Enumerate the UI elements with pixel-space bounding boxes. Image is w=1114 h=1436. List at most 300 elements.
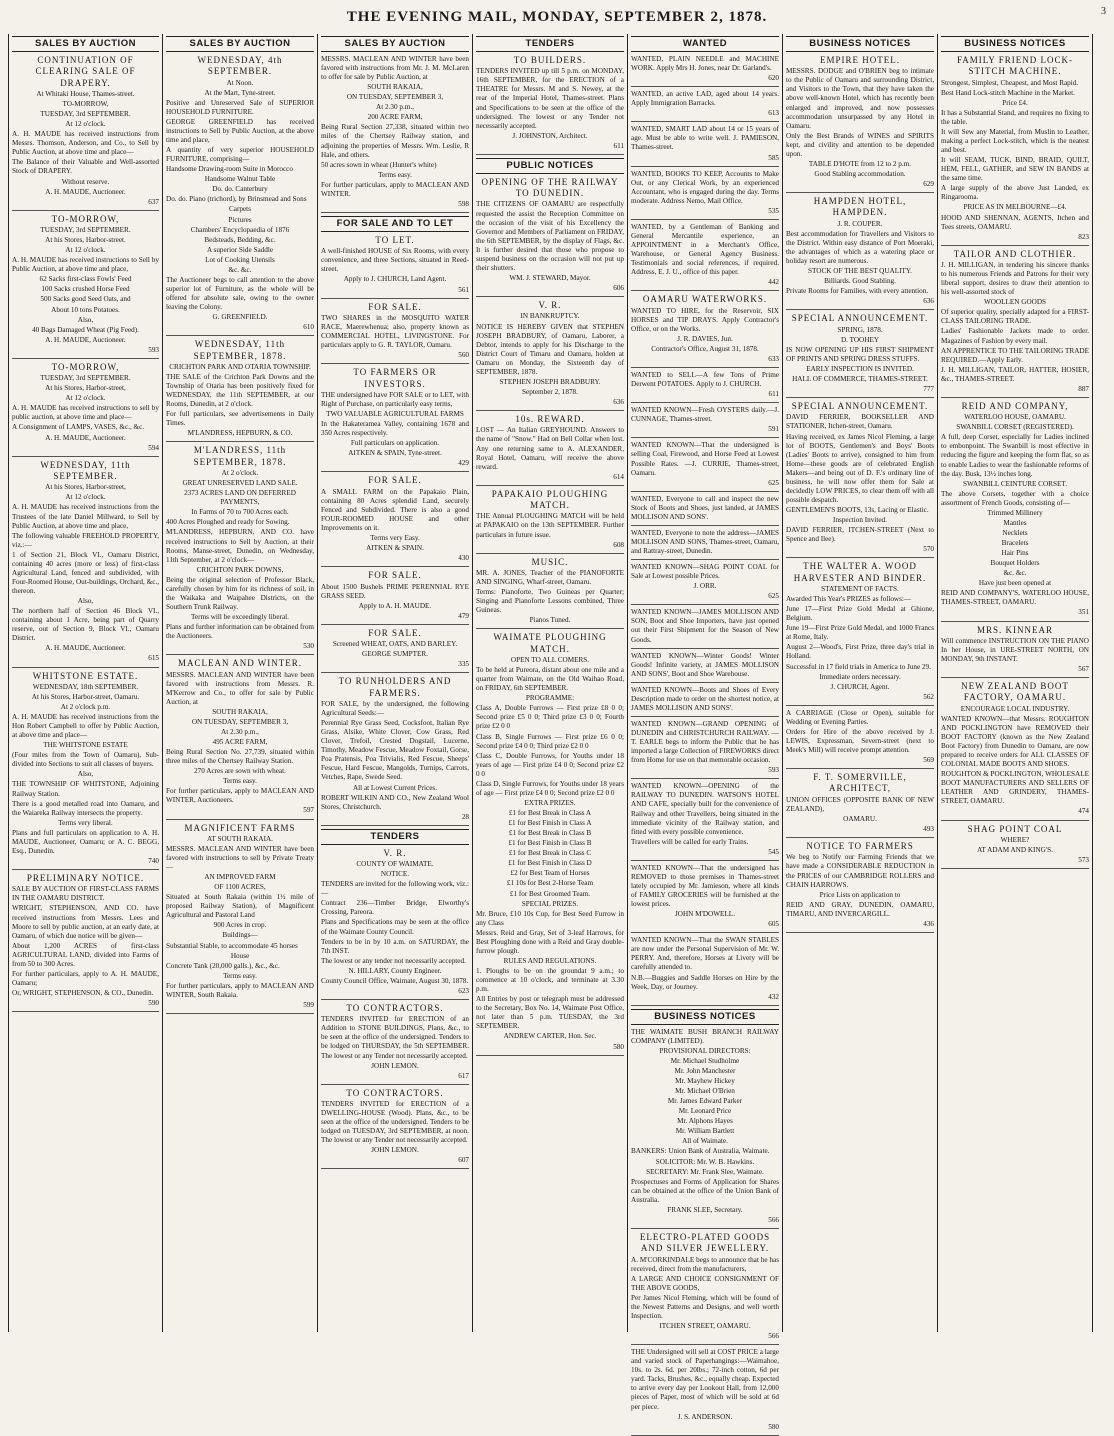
advertisement xyxy=(321,1003,469,1085)
ad-heading: WANTED, SMART LAD about 14 or 15 years of age. Must be able to write well. J. PAMIESON, Thames-street. xyxy=(631,125,779,152)
ad-heading: FOR SALE. xyxy=(368,301,422,312)
ad-line: Carpets xyxy=(229,205,251,214)
ad-line: Of superior quality, specially adapted for a FIRST-CLASS TAILORING TRADE. xyxy=(941,308,1089,326)
ad-heading: EMPIRE HOTEL. xyxy=(820,54,900,65)
ad-line: Class B, Single Furrows — First prize £6 0 0; Second prize £4 0 0; Third prize £2 0 0 xyxy=(476,732,624,750)
advertisement xyxy=(321,475,469,567)
ad-line: TENDERS are invited for the following work, viz.:— xyxy=(321,880,469,898)
ad-line: For further particulars, apply to MACLEAN AND WINTER. xyxy=(321,180,469,198)
ad-line: Without reserve. xyxy=(61,177,110,186)
ad-number: 479 xyxy=(458,611,469,620)
ad-heading: WANTED, PLAIN NEEDLE and MACHINE WORK. Apply Mrs H. Jones, near Dr. Garland's. xyxy=(631,54,779,73)
ad-line: £1 for Best Finish in Class B xyxy=(508,839,592,848)
ad-line: WRIGHT, STEPHENSON, AND CO. have received instructions from Messrs. Lees and Moore to sell by public auction, at an early date, at Oamaru, of which due notice will be given— xyxy=(12,904,159,940)
ad-line: Handsome Walnut Table xyxy=(204,175,276,184)
ad-line: MESSRS. MACLEAN AND WINTER have been favored with instructions to sell by Private Treaty— xyxy=(166,844,314,872)
ad-line: Chambers' Encyclopaedia of 1876 xyxy=(190,225,290,234)
ad-number: 561 xyxy=(458,285,469,294)
ad-heading: WANTED KNOWN—That the undersigned is selling Coal, Firewood, and Horse Feed at Lowest Possible Rates. —J. CURRIE, Thames-street, Oamaru. xyxy=(631,441,779,477)
column-header: SALES BY AUCTION xyxy=(12,36,159,52)
advertisement xyxy=(631,55,779,87)
ad-line: Also, xyxy=(77,597,94,606)
advertisement xyxy=(166,339,314,442)
ad-line: IN BANKRUPTCY. xyxy=(520,312,580,321)
section-header: FOR SALE AND TO LET xyxy=(321,216,469,232)
advertisement xyxy=(12,55,159,211)
ad-line: In the Hakateramea Valley, containing 1678 and 350 Acres respectively. xyxy=(321,420,469,438)
ad-number: 429 xyxy=(458,459,469,468)
column-6 xyxy=(783,34,938,1332)
ad-line: The following valuable FREEHOLD PROPERTY, viz.:— xyxy=(12,531,159,549)
ad-line: PROGRAMME: xyxy=(525,694,575,703)
advertisement xyxy=(786,561,934,705)
column-header: TENDERS xyxy=(476,36,624,52)
ad-line: At 2.30 p.m., xyxy=(221,727,259,736)
ad-heading: FAMILY FRIEND LOCK-STITCH MACHINE. xyxy=(956,54,1074,77)
ad-line: TWO SHARES in the MOSQUITO WATER RACE, Maerewhenua; also, property known as COMMERCIAL HOTEL, LIVINGSTONE. For particulars apply to G. R. TAYLOR, Oamaru. xyxy=(321,313,469,350)
ad-line: 270 Acres are sown with wheat. xyxy=(194,767,286,776)
ad-heading: WANTED, Everyone to note the address—JAMES MOLLISON AND SONS, Thames-street, Oamaru, and Rattray-street, Dunedin. xyxy=(631,528,779,556)
ad-heading: WAIMATE PLOUGHING MATCH. xyxy=(493,632,607,654)
ad-line: A. H. MAUDE has received instructions from Messrs. Thomson, Anderson, and Co., to Sell by Public Auction, at above time and place— xyxy=(12,130,159,157)
ad-line: ROBERT WILKIN AND CO., New Zealand Wool Stores, Christchurch. xyxy=(321,793,469,811)
ad-number: 636 xyxy=(923,297,934,306)
ad-line: CRICHTON PARK DOWNS, xyxy=(196,565,284,574)
ad-line: Apply to J. CHURCH, Land Agent. xyxy=(343,275,447,284)
advertisement xyxy=(631,1232,779,1345)
ad-line: A large supply of the above Just Landed, ex Ringarooma. xyxy=(941,184,1089,202)
ad-heading: WANTED to SELL—A few Tons of Prime Derwent POTATOES. Apply to J. CHURCH. xyxy=(631,371,779,389)
ad-line: Will commence INSTRUCTION ON THE PIANO In her House, in URE-STREET NORTH, ON MONDAY, 9th INSTANT. xyxy=(941,636,1089,663)
ad-line: In Farms of 70 to 700 Acres each. xyxy=(191,508,289,517)
advertisement xyxy=(631,294,779,368)
masthead xyxy=(0,0,1114,34)
ad-heading: WANTED KNOWN—GRAND OPENING of DUNEDIN and CHRISTCHURCH RAILWAY. — T. EARLE begs to inform the Public that he has imported a large Collection of FIREWORKS direct from Home for use on that memorable occasion. xyxy=(631,719,779,765)
ad-number: 629 xyxy=(923,180,934,189)
ad-line: Perennial Rye Grass Seed, Cocksfoot, Italian Rye Grass, Alsike, White Clover, Cow Grass, Red Clover, Trefoil, Crested Dogstail, Lucerne, Timothy, Meadow Fescue, Meadow Foxtail, Gorse, Poa Pratensis, Poa Trivialis, Red Fescue, Sheeps' Fescue, Hard Fescue, Mangolds, Turnips, Carrots, Vetches, Rape, Swede Seed. xyxy=(321,719,469,782)
ad-line: AITKEN & SPAIN. xyxy=(366,544,424,553)
ad-heading: SPECIAL ANNOUNCEMENT. xyxy=(791,313,929,324)
ad-line: ON TUESDAY, SEPTEMBER 3, xyxy=(346,93,444,102)
ad-line: Mantles xyxy=(1003,518,1027,527)
ad-number: 636 xyxy=(613,398,624,406)
ad-line: LOST — An Italian GREYHOUND. Answers to the name of "Snow." Had on Bell Collar when lost. Any one returning same to A. ALEXANDER, Royal Hotel, Oamaru, will receive the above reward. xyxy=(476,426,624,471)
ad-line: SALE BY AUCTION OF FIRST-CLASS FARMS IN THE OAMARU DISTRICT. xyxy=(12,885,159,903)
ad-line: Immediate orders necessary. xyxy=(819,672,901,681)
ad-line: AN IMPROVED FARM xyxy=(204,873,276,882)
ad-heading: 10s. REWARD. xyxy=(515,414,585,425)
advertisement xyxy=(941,625,1089,679)
ad-line: At his Stores, Harbor-street. xyxy=(45,236,126,245)
ad-line: AN APPRENTICE TO THE TAILORING TRADE REQUIRED.—Apply Early. xyxy=(941,346,1089,364)
ad-line: WM. J. STEWARD, Mayor. xyxy=(509,273,591,282)
ad-number: 432 xyxy=(768,992,779,1001)
ad-line: &c. &c. xyxy=(1003,569,1027,578)
ad-line: ENCOURAGE LOCAL INDUSTRY. xyxy=(960,704,1070,713)
ad-line: Price Lists on application to xyxy=(819,890,901,899)
ad-line: MR. A. JONES, Teacher of the PIANOFORTE AND SINGING, Wharf-street, Oamaru. xyxy=(476,569,624,587)
ad-line: TO-MORROW, xyxy=(62,100,109,109)
advertisement xyxy=(941,681,1089,820)
ad-line: J. H. MILLIGAN, in tendering his sincere thanks to his numerous Friends and Patrons for their very liberal support, desires to draw their attention to his well-assorted stock of xyxy=(941,261,1089,297)
ad-line: Substantial Stable, to accommodate 45 horses xyxy=(166,941,298,950)
ad-line: 1 of Section 21, Block VI., Oamaru District, containing 40 acres (more or less) of first-class Agricultural Land, fenced and subdivided, with Four-Roomed House, Out-buildings, Orchard, &c., thereon. xyxy=(12,550,159,596)
ad-number: 535 xyxy=(768,206,779,215)
ad-heading: WANTED, Everyone to call and inspect the new Stock of Boots and Shoes, just landed, at JAMES MOLLISON AND SONS'. xyxy=(631,494,779,521)
advertisement xyxy=(631,1028,779,1229)
ad-line: A. H. MAUDE has received instructions from the Trustees of the late Daniel Millward, to Sell by Public Auction, at above time and place, xyxy=(12,503,159,530)
ad-heading: MAGNIFICENT FARMS xyxy=(184,822,296,833)
ad-number: 633 xyxy=(768,354,779,363)
ad-number: 620 xyxy=(768,74,779,83)
advertisement xyxy=(631,652,779,683)
ad-line: All of Waimate. xyxy=(682,1137,728,1146)
advertisement xyxy=(166,445,314,655)
ad-heading: MUSIC. xyxy=(531,556,569,567)
ad-heading: MRS. KINNEAR xyxy=(976,624,1053,635)
ad-line: Mr. Leonard Price xyxy=(678,1107,732,1116)
ad-line: There is a good metalled road into Oamaru, and the Waiareka Railway intersects the property. xyxy=(12,799,159,817)
advertisement xyxy=(631,782,779,861)
ad-heading: TO CONTRACTORS. xyxy=(346,1002,444,1013)
ad-line: Orders for Hire of the above received by J. LEWIS, Expressman, Severn-street (next to Meek's Mill) will receive prompt attention. xyxy=(786,727,934,755)
advertisement xyxy=(786,841,934,933)
ad-line: HOOD AND SHENNAN, AGENTS, Itchen and Tees streets, OAMARU. xyxy=(941,213,1089,231)
section-header: TENDERS xyxy=(321,829,469,845)
ad-heading: FOR SALE. xyxy=(368,570,422,581)
ad-number: 607 xyxy=(458,1156,469,1165)
ad-heading: WEDNESDAY, 4th SEPTEMBER. xyxy=(197,54,283,77)
ad-line: OPEN TO ALL COMERS. xyxy=(510,656,590,665)
ad-line: N.B.—Buggies and Saddle Horses on Hire by the Week, Day, or Journey. xyxy=(631,973,779,991)
advertisement xyxy=(321,628,469,674)
ad-line: Class D, Single Furrows, for Youths under 18 years of age — First prize £4 0 0; Second prize £2 0 0 xyxy=(476,779,624,797)
ad-number: 28 xyxy=(461,812,469,821)
ad-line: £1 for Best Groomed Team. xyxy=(509,889,591,898)
advertisement xyxy=(786,55,934,193)
ad-number: 351 xyxy=(1078,608,1089,617)
ad-heading: TO CONTRACTORS. xyxy=(346,1087,444,1098)
ad-number: 610 xyxy=(303,323,314,332)
ad-line: Handsome Drawing-room Suite in Morocco xyxy=(166,165,293,174)
ad-heading: ELECTRO-PLATED GOODS AND SILVER JEWELLERY. xyxy=(639,1231,771,1254)
ad-heading: THE WAIMATE BUSH BRANCH RAILWAY COMPANY (LIMITED). xyxy=(631,1027,779,1045)
ad-number: 493 xyxy=(923,824,934,833)
ad-line: REID AND COMPANY'S, WATERLOO HOUSE, THAMES-STREET, OAMARU. xyxy=(941,589,1089,607)
ad-line: Apply to A. H. MAUDE. xyxy=(358,601,432,610)
ad-heading: TO-MORROW, xyxy=(51,361,120,372)
ad-line: The Auctioneer begs to call attention to the above superior lot of Furniture, as the whole will be offered for absolute sale, owing to the owner leaving the Colony. xyxy=(166,275,314,312)
ad-line: (Four miles from the Town of Oamaru), Sub-divided into Sections to suit all classes of buyers. xyxy=(12,751,159,769)
advertisement xyxy=(631,371,779,403)
ad-line: Private Rooms for Families, with every attention. xyxy=(786,287,929,296)
ad-line: OF 1100 ACRES, xyxy=(214,883,266,892)
ad-line: Successful in 17 field trials in America to June 29. xyxy=(786,662,931,671)
advertisement xyxy=(321,367,469,472)
ad-line: ITCHEN STREET, OAMARU. xyxy=(659,1322,751,1331)
ad-number: 623 xyxy=(458,986,469,995)
ad-number: 436 xyxy=(923,919,934,928)
ad-number: 335 xyxy=(458,660,469,669)
ad-number: 474 xyxy=(1078,807,1089,816)
ad-line: At 12 o'clock. xyxy=(65,394,106,403)
ad-line: A superior Side Saddle xyxy=(206,245,274,254)
ad-line: Trimmed Millinery xyxy=(987,508,1043,517)
ad-number: 569 xyxy=(923,756,934,765)
ad-line: 1. Ploughs to be on the groundat 9 a.m.; to commence at 10 o'clock, and terminate at 3.30 p.m. xyxy=(476,967,624,994)
ad-heading: PAPAKAIO PLOUGHING MATCH. xyxy=(491,488,609,511)
ad-line: We beg to Notify our Farming Friends that we have made a CONSIDERABLE REDUCTION in the PRICES of our CAMBRIDGE ROLLERS and CHAIN HARROWS. xyxy=(786,853,934,889)
advertisement xyxy=(786,709,934,769)
ad-line: Mr. William Bartlett xyxy=(675,1127,735,1136)
ad-heading: TO RUNHOLDERS AND FARMERS. xyxy=(338,676,452,698)
ad-line: JOHN M'DOWELL. xyxy=(675,910,735,919)
ad-line: N. HILLARY, County Engineer. xyxy=(348,966,442,975)
advertisement xyxy=(631,608,779,648)
ad-line: £2 for Best Team of Horses xyxy=(510,869,590,878)
ad-line: &c. &c. xyxy=(228,265,252,274)
advertisement xyxy=(476,414,624,486)
ad-line: At 2 o'clock. xyxy=(221,469,259,478)
ad-line: £1 10s for Best 2-Horse Team xyxy=(506,879,594,888)
ad-line: Plans and full particulars on application to A. H. MAUDE, Auctioneer, Oamaru; or A. C. BEGG, Esq., Dunedin. xyxy=(12,828,159,855)
ad-heading: V. R. xyxy=(538,300,562,311)
ad-number: 617 xyxy=(458,1071,469,1080)
advertisement xyxy=(12,460,159,668)
advertisement xyxy=(631,495,779,526)
ad-line: 62 Sacks first-class Fowls' Feed xyxy=(39,275,132,284)
ad-number: 585 xyxy=(768,153,779,162)
ad-line: Mr. John Manchester xyxy=(674,1066,736,1075)
ad-line: GEORGE SUMPTER. xyxy=(362,650,428,659)
ad-line: A well-finished HOUSE of Six Rooms, with every convenience, and three Sections, situated in Reed-street. xyxy=(321,247,469,274)
ad-heading: THE WALTER A. WOOD HARVESTER AND BINDER. xyxy=(793,561,927,583)
ad-number: 615 xyxy=(148,654,159,663)
ad-heading: MESSRS. MACLEAN AND WINTER have been favored with instructions from Mr. J. M. McLaren to offer for sale by Public Auction, at xyxy=(321,54,469,82)
ad-line: 200 ACRE FARM, xyxy=(367,113,423,122)
advertisement xyxy=(631,406,779,438)
ad-line: At Whitaki House, Thames-street. xyxy=(36,89,135,98)
ad-line: Bracelets xyxy=(1001,539,1029,548)
advertisement xyxy=(476,177,624,297)
ad-line: ROUGHTON & POCKLINGTON, WHOLESALE BOOT MANUFACTURERS AND SELLERS OF LEATHER AND GRINDERY, THAMES-STREET, OAMARU. xyxy=(941,770,1089,806)
ad-heading: WANTED, BOOKS TO KEEP, Accounts to Make Out, or any Clerical Work, by an experienced Accountant, who is engaged during the day. Terms moderate. Address Nemo, Mail Office. xyxy=(631,169,779,205)
ad-line: Screened WHEAT, OATS, AND BARLEY. xyxy=(332,640,458,649)
ad-number: 605 xyxy=(768,920,779,929)
ad-line: For full particulars, see advertisements in Daily Times. xyxy=(166,410,314,428)
ad-line: STEPHEN JOSEPH BRADBURY. xyxy=(499,377,601,386)
ad-line: For further particulars, apply to A. H. MAUDE, Oamaru; xyxy=(12,969,159,987)
ad-line: About 1,200 ACRES of first-class AGRICULTURAL LAND, divided into Farms of from 50 to 300 Acres. xyxy=(12,941,159,968)
ad-line: D. TOOHEY xyxy=(840,335,880,344)
ad-number: 613 xyxy=(768,109,779,118)
column-3 xyxy=(318,34,473,1332)
ad-line: Hair Pins xyxy=(1001,549,1029,558)
ad-heading: FOR SALE. xyxy=(368,475,422,486)
ad-line: SWANBILL CEINTURE CORSET. xyxy=(962,479,1067,488)
ad-line: At his Stores, Harbor-street, xyxy=(45,483,126,492)
ad-line: Only the Best Brands of WINES and SPIRITS kept, and civility and attention to be depended upon. xyxy=(786,131,934,158)
ad-line: G. GREENFIELD. xyxy=(212,313,268,322)
ad-heading: WANTED KNOWN—OPENING of the RAILWAY TO DUNEDIN. WATSON'S HOTEL AND CAFE, specially built for the convenience of Railway and other Travellers, being situated in the immediate vicinity of the Railway station, and fitted with every possible convenience. xyxy=(631,782,779,836)
ad-heading: HAMPDEN HOTEL, HAMPDEN. xyxy=(813,196,907,218)
ad-number: 566 xyxy=(768,1215,779,1224)
ad-line: A. M'CORKINDALE begs to announce that he has received, direct from the manufacturers, xyxy=(631,1255,779,1273)
column-header: BUSINESS NOTICES xyxy=(786,36,934,52)
ad-line: FRANK SLEE, Secretary. xyxy=(667,1205,743,1214)
ad-line: Good Stabling accommodation. xyxy=(814,169,906,178)
ad-line: Contractor's Office, August 31, 1878. xyxy=(651,344,759,353)
ad-heading: NEW ZEALAND BOOT FACTORY, OAMARU. xyxy=(961,681,1069,703)
ad-line: Full particulars on application. xyxy=(350,439,440,448)
newspaper-title: THE EVENING MAIL, MONDAY, SEPTEMBER 2, 1878. xyxy=(346,9,768,25)
section-header: BUSINESS NOTICES xyxy=(631,1009,779,1025)
ad-number: 740 xyxy=(148,856,159,865)
advertisement xyxy=(786,196,934,310)
ad-number: 608 xyxy=(613,540,624,549)
ad-line: A SMALL FARM on the Papakaio Plain, containing 80 Acres splendid Land, securely Fenced and Subdivided. There is also a good FOUR-ROOMED HOUSE and other Improvements on it. xyxy=(321,487,469,532)
ad-line: SPECIAL PRIZES. xyxy=(521,899,579,908)
ad-line: At 2 o'clock p.m. xyxy=(60,702,111,711)
ad-line: 400 Acres Ploughed and ready for Sowing. xyxy=(166,518,290,527)
ad-heading: THE Undersigned will sell at COST PRICE a large and varied stock of Paperhangings:—Waimahoe, 10s. to 2s. 6d. per 20lbs.; 72-inch cotton, 6d per yard. Tacks, Brushes, &c., equally cheap. Expected to arrive every day per Lookout Hall, from 12,000 pieces of Paper, most of which will be sold at 6d per piece. xyxy=(631,1348,779,1411)
advertisement xyxy=(12,671,159,871)
ad-line: At 12 o'clock. xyxy=(65,493,106,502)
ad-line: Terms easy. xyxy=(223,777,257,786)
ad-line: 50 acres sown in wheat (Hunter's white) xyxy=(321,160,437,169)
ad-line: J. ORR. xyxy=(693,582,717,591)
ad-line: 100 Sacks crushed Horse Feed xyxy=(41,285,130,294)
ad-line: Having received, ex James Nicol Fleming, a large lot of BOOTS, Gentlemen's and Boys' Boots (Ladies' Boots to arrive), consigned to him from Home—these goods are of celebrated English Makers—and being out of D. F.'s ordinary line of business, he will now offer them for Sale at decidedly LOW PRICES, to clear them off with all possible despatch. xyxy=(786,432,934,504)
ad-heading: WANTED KNOWN—JAMES MOLLISON AND SON, Boot and Shoe Importers, have just opened out their First Shipment for the Season of New Goods. xyxy=(631,608,779,644)
ad-line: HALL OF COMMERCE, THAMES-STREET. xyxy=(792,374,928,383)
ad-line: August 2—Wood's, First Prize, three day's trial in Holland. xyxy=(786,643,934,661)
ad-line: For further particulars, apply to MACLEAN AND WINTER, Auctioneers. xyxy=(166,787,314,805)
ad-line: £1 for Best Finish in Class D xyxy=(508,859,592,868)
ad-line: 40 Bags Damaged Wheat (Pig Feed). xyxy=(32,325,139,334)
ad-line: WANTED KNOWN—that Messrs. ROUGHTON AND POCKLINGTON have REMOVED their BOOT FACTORY (known as the New Zealand Boot Factory) from Dunedin to Oamaru, are now prepared to receive orders for ALL CLASSES OF COLONIAL MADE BOOTS AND SHOES. xyxy=(941,714,1089,769)
ad-line: A. H. MAUDE has received instructions to sell by public auction, at above time and place— xyxy=(12,404,159,422)
ad-line: TWO VALUABLE AGRICULTURAL FARMS xyxy=(326,410,464,418)
page-number: 3 xyxy=(1101,6,1106,17)
ad-line: At 12 o'clock. xyxy=(65,120,106,129)
ad-line: At his Stores, Harbor-street, xyxy=(45,384,126,393)
advertisement xyxy=(941,249,1089,398)
ad-line: Plans and Specifications may be seen at the office of the Waimate County Council. xyxy=(321,918,469,936)
column-header: SALES BY AUCTION xyxy=(321,36,469,52)
ad-line: FOR SALE, by the undersigned, the following Agricultural Seeds:— xyxy=(321,699,469,718)
ad-number: 567 xyxy=(1078,665,1089,674)
ad-heading: WANTED KNOWN—Winter Goods! Winter Goods! Infinite variety, at JAMES MOLLISON AND SONS', Boot and Shoe Warehouse. xyxy=(631,651,779,678)
column-header: SALES BY AUCTION xyxy=(166,36,314,52)
ad-line: THE undersigned have FOR SALE or to LET, with Right of Purchase, on particularly easy terms, xyxy=(321,390,469,408)
ad-line: WATERLOO HOUSE, OAMARU. xyxy=(964,413,1066,422)
ad-line: THE Annual PLOUGHING MATCH will be held at PAPAKAIO on the 13th SEPTEMBER. Further particulars in future issue. xyxy=(476,512,624,539)
ad-line: SECRETARY: Mr. Frank Slee, Waimate. xyxy=(646,1167,764,1176)
ad-line: Also, xyxy=(77,315,94,324)
ad-line: Pianos Tuned. xyxy=(529,616,571,625)
ad-heading: M'LANDRESS, 11th SEPTEMBER, 1878. xyxy=(193,445,287,467)
ad-line: Situated at South Rakaia (within 1½ mile of proposed Railway Station), of Magnificent Agricultural and Pastoral Land xyxy=(166,893,314,920)
ad-heading: PRELIMINARY NOTICE. xyxy=(26,873,145,884)
ad-line: It will Sew any Material, from Muslin to Leather, making a perfect Lock-stitch, which is the neatest and best. xyxy=(941,127,1089,155)
ad-heading: WANTED, an active LAD, aged about 14 years. Apply Immigration Barracks. xyxy=(631,90,779,108)
advertisement xyxy=(631,170,779,220)
advertisement xyxy=(941,824,1089,870)
advertisement xyxy=(12,214,159,359)
ad-line: A. H. MAUDE, Auctioneer. xyxy=(45,335,126,344)
ad-line: Mr. Michael Studholme xyxy=(670,1056,740,1065)
ad-line: Have just been opened at xyxy=(978,579,1052,588)
section-header: PUBLIC NOTICES xyxy=(476,158,624,174)
advertisement xyxy=(476,300,624,411)
ad-line: MESSRS. MACLEAN AND WINTER have been favored with instructions from Messrs. R. M'Kerrow and Co., to offer for sale by Public Auction, at xyxy=(166,670,314,706)
ad-number: 625 xyxy=(768,478,779,487)
ad-number: 545 xyxy=(768,847,779,856)
ad-number: 560 xyxy=(458,351,469,360)
ad-line: Contract 236—Timber Bridge, Elworthy's Crossing, Pareora. xyxy=(321,899,469,917)
ad-heading: REID AND COMPANY, xyxy=(961,400,1069,411)
ad-heading: OAMARU WATERWORKS. xyxy=(642,294,768,305)
advertisement xyxy=(631,223,779,291)
ad-line: A. H. MAUDE has received instructions from the Hon Robert Campbell to offer by Public Auction, at above time and place— xyxy=(12,713,159,740)
advertisement xyxy=(166,55,314,336)
advertisement xyxy=(631,686,779,717)
ad-line: A LARGE AND CHOICE CONSIGNMENT OF THE ABOVE GOODS, xyxy=(631,1274,779,1292)
advertisement xyxy=(631,864,779,933)
ad-line: Concrete Tank (20,000 galls.), &c., &c. xyxy=(166,961,280,970)
ad-line: TABLE D'HOTE from 12 to 2 p.m. xyxy=(808,159,912,168)
ad-line: GREAT UNRESERVED LAND SALE. xyxy=(182,479,298,488)
ad-heading: WANTED KNOWN—Fresh OYSTERS daily.—J. CUNNAGE, Thames-street. xyxy=(631,406,779,424)
advertisement xyxy=(166,658,314,819)
ad-line: WEDNESDAY, 18th SEPTEMBER. xyxy=(32,682,139,691)
ad-heading: V. R. xyxy=(383,847,407,858)
ad-line: A. H. MAUDE has received instructions to Sell by Public Auction, at above time and place, xyxy=(12,256,159,274)
ad-line: A Consignment of LAMPS, VASES, &c., &c. xyxy=(12,423,145,432)
advertisement xyxy=(786,401,934,558)
advertisement xyxy=(321,570,469,625)
ad-line: Bedsteads, Bedding, &c. xyxy=(204,235,276,244)
ad-heading: WANTED KNOWN—Boots and Shoes of Every Description made to order on the shortest notice, at JAMES MOLLISON AND SONS'. xyxy=(631,685,779,712)
ad-line: Positive and Unreserved Sale of SUPERIOR HOUSEHOLD FURNITURE. xyxy=(166,98,314,116)
ad-line: At 2.30 p.m., xyxy=(376,103,414,112)
ad-heading: WANTED KNOWN—SHAG POINT COAL for Sale at Lowest possible Prices. xyxy=(631,563,779,581)
ad-heading: TO BUILDERS. xyxy=(513,54,587,65)
ad-line: A quantity of very superior HOUSEHOLD FURNITURE, comprising— xyxy=(166,146,314,164)
ad-heading: WANTED KNOWN—That the SWAN STABLES are now under the Personal Supervision of Mr. W. PERRY. And, therefore, Horses at Livery will be carefully attended to. xyxy=(631,936,779,972)
advertisement xyxy=(631,563,779,605)
ad-line: Ladies' Fashionable Jackets made to order. Magazines of Fashion by every mail. xyxy=(941,327,1089,345)
advertisement xyxy=(321,302,469,365)
advertisement xyxy=(321,676,469,825)
advertisement xyxy=(631,90,779,122)
ad-line: For further particulars, apply to MACLEAN AND WINTER, South Rakaia. xyxy=(166,981,314,999)
ad-number: 530 xyxy=(303,642,314,651)
ad-line: M'LANDRESS, HEPBURN, & CO. xyxy=(187,429,293,438)
ad-line: WANTED TO HIRE, for the Reservoir, SIX HORSES and TIP DRAYS. Apply Contractor's Office, or on the Works. xyxy=(631,306,779,333)
ad-line: IS NOW OPENING UP HIS FIRST SHIPMENT OF PRINTS AND SPRING DRESS STUFFS. xyxy=(786,345,934,363)
ad-heading: SPECIAL ANNOUNCEMENT. xyxy=(791,401,929,412)
column-2 xyxy=(163,34,318,1332)
ad-line: JOHN LEMON. xyxy=(371,1061,419,1070)
ad-number: 430 xyxy=(458,554,469,563)
ad-line: Mr. Michael O'Brien xyxy=(675,1087,735,1096)
advertisement xyxy=(786,313,934,398)
column-header: BUSINESS NOTICES xyxy=(941,36,1089,52)
ad-number: 823 xyxy=(1078,232,1089,241)
ad-line: OAMARU. xyxy=(843,814,877,823)
